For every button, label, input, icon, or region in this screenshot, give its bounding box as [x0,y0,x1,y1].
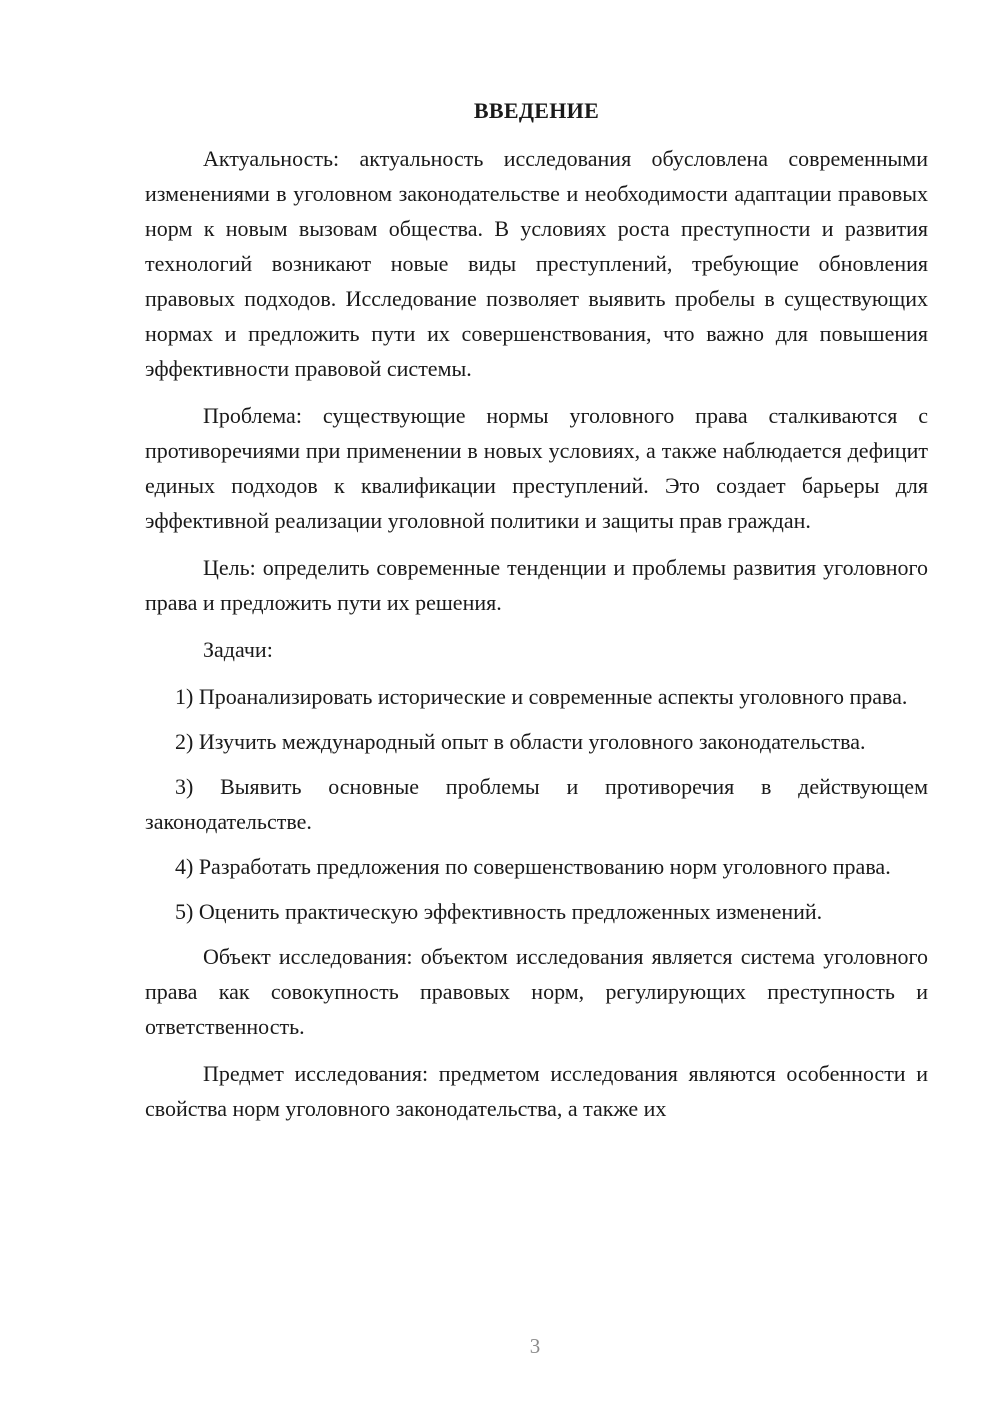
task-item-1: 1) Проанализировать исторические и современные аспекты уголовного права. [175,684,908,709]
object-paragraph: Объект исследования: объектом исследования является система уголовного права как совокупность правовых норм, регулирующих преступность и ответственность. [145,944,928,1039]
section-heading: ВВЕДЕНИЕ [473,98,600,123]
page-content [145,94,928,1138]
task-item-3: 3) Выявить основные проблемы и противоречия в действующем законодательстве. [145,774,928,834]
task-item-4: 4) Разработать предложения по совершенствованию норм уголовного права. [175,854,891,879]
tasks-list [145,679,928,929]
task-item-5: 5) Оценить практическую эффективность предложенных изменений. [175,899,823,924]
problem-paragraph: Проблема: существующие нормы уголовного права сталкиваются с противоречиями при применении в новых условиях, а также наблюдается дефицит единых подходов к квалификации преступлений. Это создает барьеры для эффективной реализации уголовной политики и защиты прав граждан. [145,403,928,533]
relevance-paragraph: Актуальность: актуальность исследования обусловлена современными изменениями в уголовном законодательстве и необходимости адаптации правовых норм к новым вызовам общества. В условиях роста преступности и развития технологий возникают новые виды преступлений, требующие обновления правовых подходов. Исследование позволяет выявить пробелы в существующих нормах и предложить пути их совершенствования, что важно для повышения эффективности правовой системы. [145,146,928,381]
goal-paragraph: Цель: определить современные тенденции и проблемы развития уголовного права и предложить пути их решения. [145,555,928,615]
tasks-label: Задачи: [203,637,273,662]
task-item-2: 2) Изучить международный опыт в области уголовного законодательства. [175,729,866,754]
page-number: 3 [529,1334,541,1358]
subject-paragraph: Предмет исследования: предметом исследования являются особенности и свойства норм уголовного законодательства, а также их [145,1061,928,1121]
